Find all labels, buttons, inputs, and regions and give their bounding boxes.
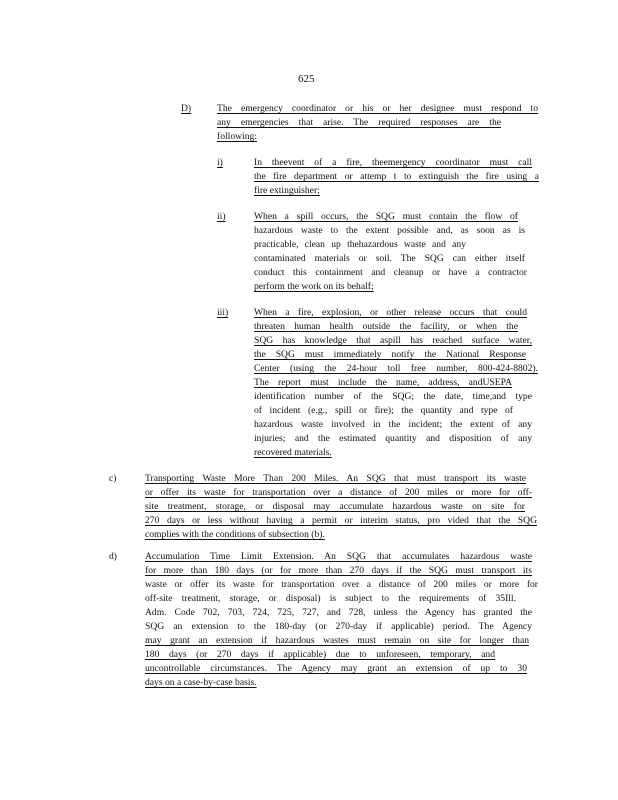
item-i-line-2: the fire department or attemp t to extinguish the fire using a xyxy=(254,171,539,182)
item-ii-line-1: When a spill occurs, the SQG must contain the flow of xyxy=(254,211,518,222)
section-d-lower-line-1: Accumulation Time Limit Extension. An SQG that accumulates hazardous waste xyxy=(145,551,532,562)
item-iii-line-7: identification number of the SQG; the date, time,and type xyxy=(254,391,532,402)
section-c-line-3: site treatment, storage, or disposal may accumulate hazardous waste on site for xyxy=(145,501,525,512)
item-i-line-3: fire extinguisher; xyxy=(254,185,320,196)
item-i-line-1: In theevent of a fire, theemergency coordinator must call xyxy=(254,157,532,168)
section-c-line-4: 270 days or less without having a permit or interim status, pro vided that the SQG xyxy=(145,515,537,526)
section-d-lower-line-5: Adm. Code 702, 703, 724, 725, 727, and 728, unless the Agency has granted the xyxy=(145,607,532,618)
section-d-lower-line-10: days on a case-by-case basis. xyxy=(145,677,257,688)
page-number: 625 xyxy=(298,73,315,85)
item-iii-line-6: The report must include the name, address, andUSEPA xyxy=(254,377,512,388)
section-c-line-1: Transporting Waste More Than 200 Miles. An SQG that must transport its waste xyxy=(145,473,526,484)
item-iii-label: iii) xyxy=(217,307,229,318)
item-i-label: i) xyxy=(217,157,223,168)
item-ii-line-2: hazardous waste to the extent possible and, as soon as is xyxy=(254,225,525,236)
section-d-lower-line-2: for more than 180 days (or for more than 270 days if the SQG must transport its xyxy=(145,565,532,576)
item-iii-line-8: of incident (e.g., spill or fire); the quantity and type of xyxy=(254,405,513,416)
section-d-lower-line-3: waste or offer its waste for transportation over a distance of 200 miles or more for xyxy=(145,579,538,590)
item-iii-line-1: When a fire, explosion, or other release occurs that could xyxy=(254,307,527,318)
item-ii-line-5: conduct this containment and cleanup or have a contractor xyxy=(254,267,527,278)
section-d-lower-line-7: may grant an extension if hazardous wastes must remain on site for longer than xyxy=(145,635,529,646)
section-d-line-3: following: xyxy=(217,131,257,142)
item-iii-line-5: Center (using the 24-hour toll free number, 800-424-8802). xyxy=(254,363,538,374)
section-d-lower-line-6: SQG an extension to the 180-day (or 270-day if applicable) period. The Agency xyxy=(145,621,532,632)
item-ii-line-3: practicable, clean up thehazardous waste and any xyxy=(254,239,466,250)
item-iii-line-10: injuries; and the estimated quantity and disposition of any xyxy=(254,433,532,444)
item-iii-line-3: SQG has knowledge that aspill has reached surface water, xyxy=(254,335,532,346)
item-ii-line-6: perform the work on its behalf; xyxy=(254,281,374,292)
item-iii-line-11: recovered materials. xyxy=(254,447,332,458)
section-c-label: c) xyxy=(109,473,117,484)
section-c-line-5: complies with the conditions of subsection (b). xyxy=(145,529,325,540)
item-iii-line-2: threaten human health outside the facility, or when the xyxy=(254,321,518,332)
item-ii-label: ii) xyxy=(217,211,226,222)
section-d-lower-line-8: 180 days (or 270 days if applicable) due to unforeseen, temporary, and xyxy=(145,649,495,660)
item-iii-line-4: the SQG must immediately notify the National Response xyxy=(254,349,526,360)
section-d-line-1: The emergency coordinator or his or her designee must respond to xyxy=(217,103,538,114)
section-d-label: D) xyxy=(181,103,192,114)
item-iii-line-9: hazardous waste involved in the incident; the extent of any xyxy=(254,419,532,430)
item-ii-line-4: contaminated materials or soil. The SQG can either itself xyxy=(254,253,525,264)
section-d-lower-line-9: uncontrollable circumstances. The Agency may grant an extension of up to 30 xyxy=(145,663,527,674)
section-d-line-2: any emergencies that arise. The required responses are the xyxy=(217,117,501,128)
section-d-lower-label: d) xyxy=(109,551,117,562)
section-c-line-2: or offer its waste for transportation over a distance of 200 miles or more for off- xyxy=(145,487,532,498)
section-d-lower-line-4: off-site treatment, storage, or disposal) is subject to the requirements of 35Ill. xyxy=(145,593,516,604)
